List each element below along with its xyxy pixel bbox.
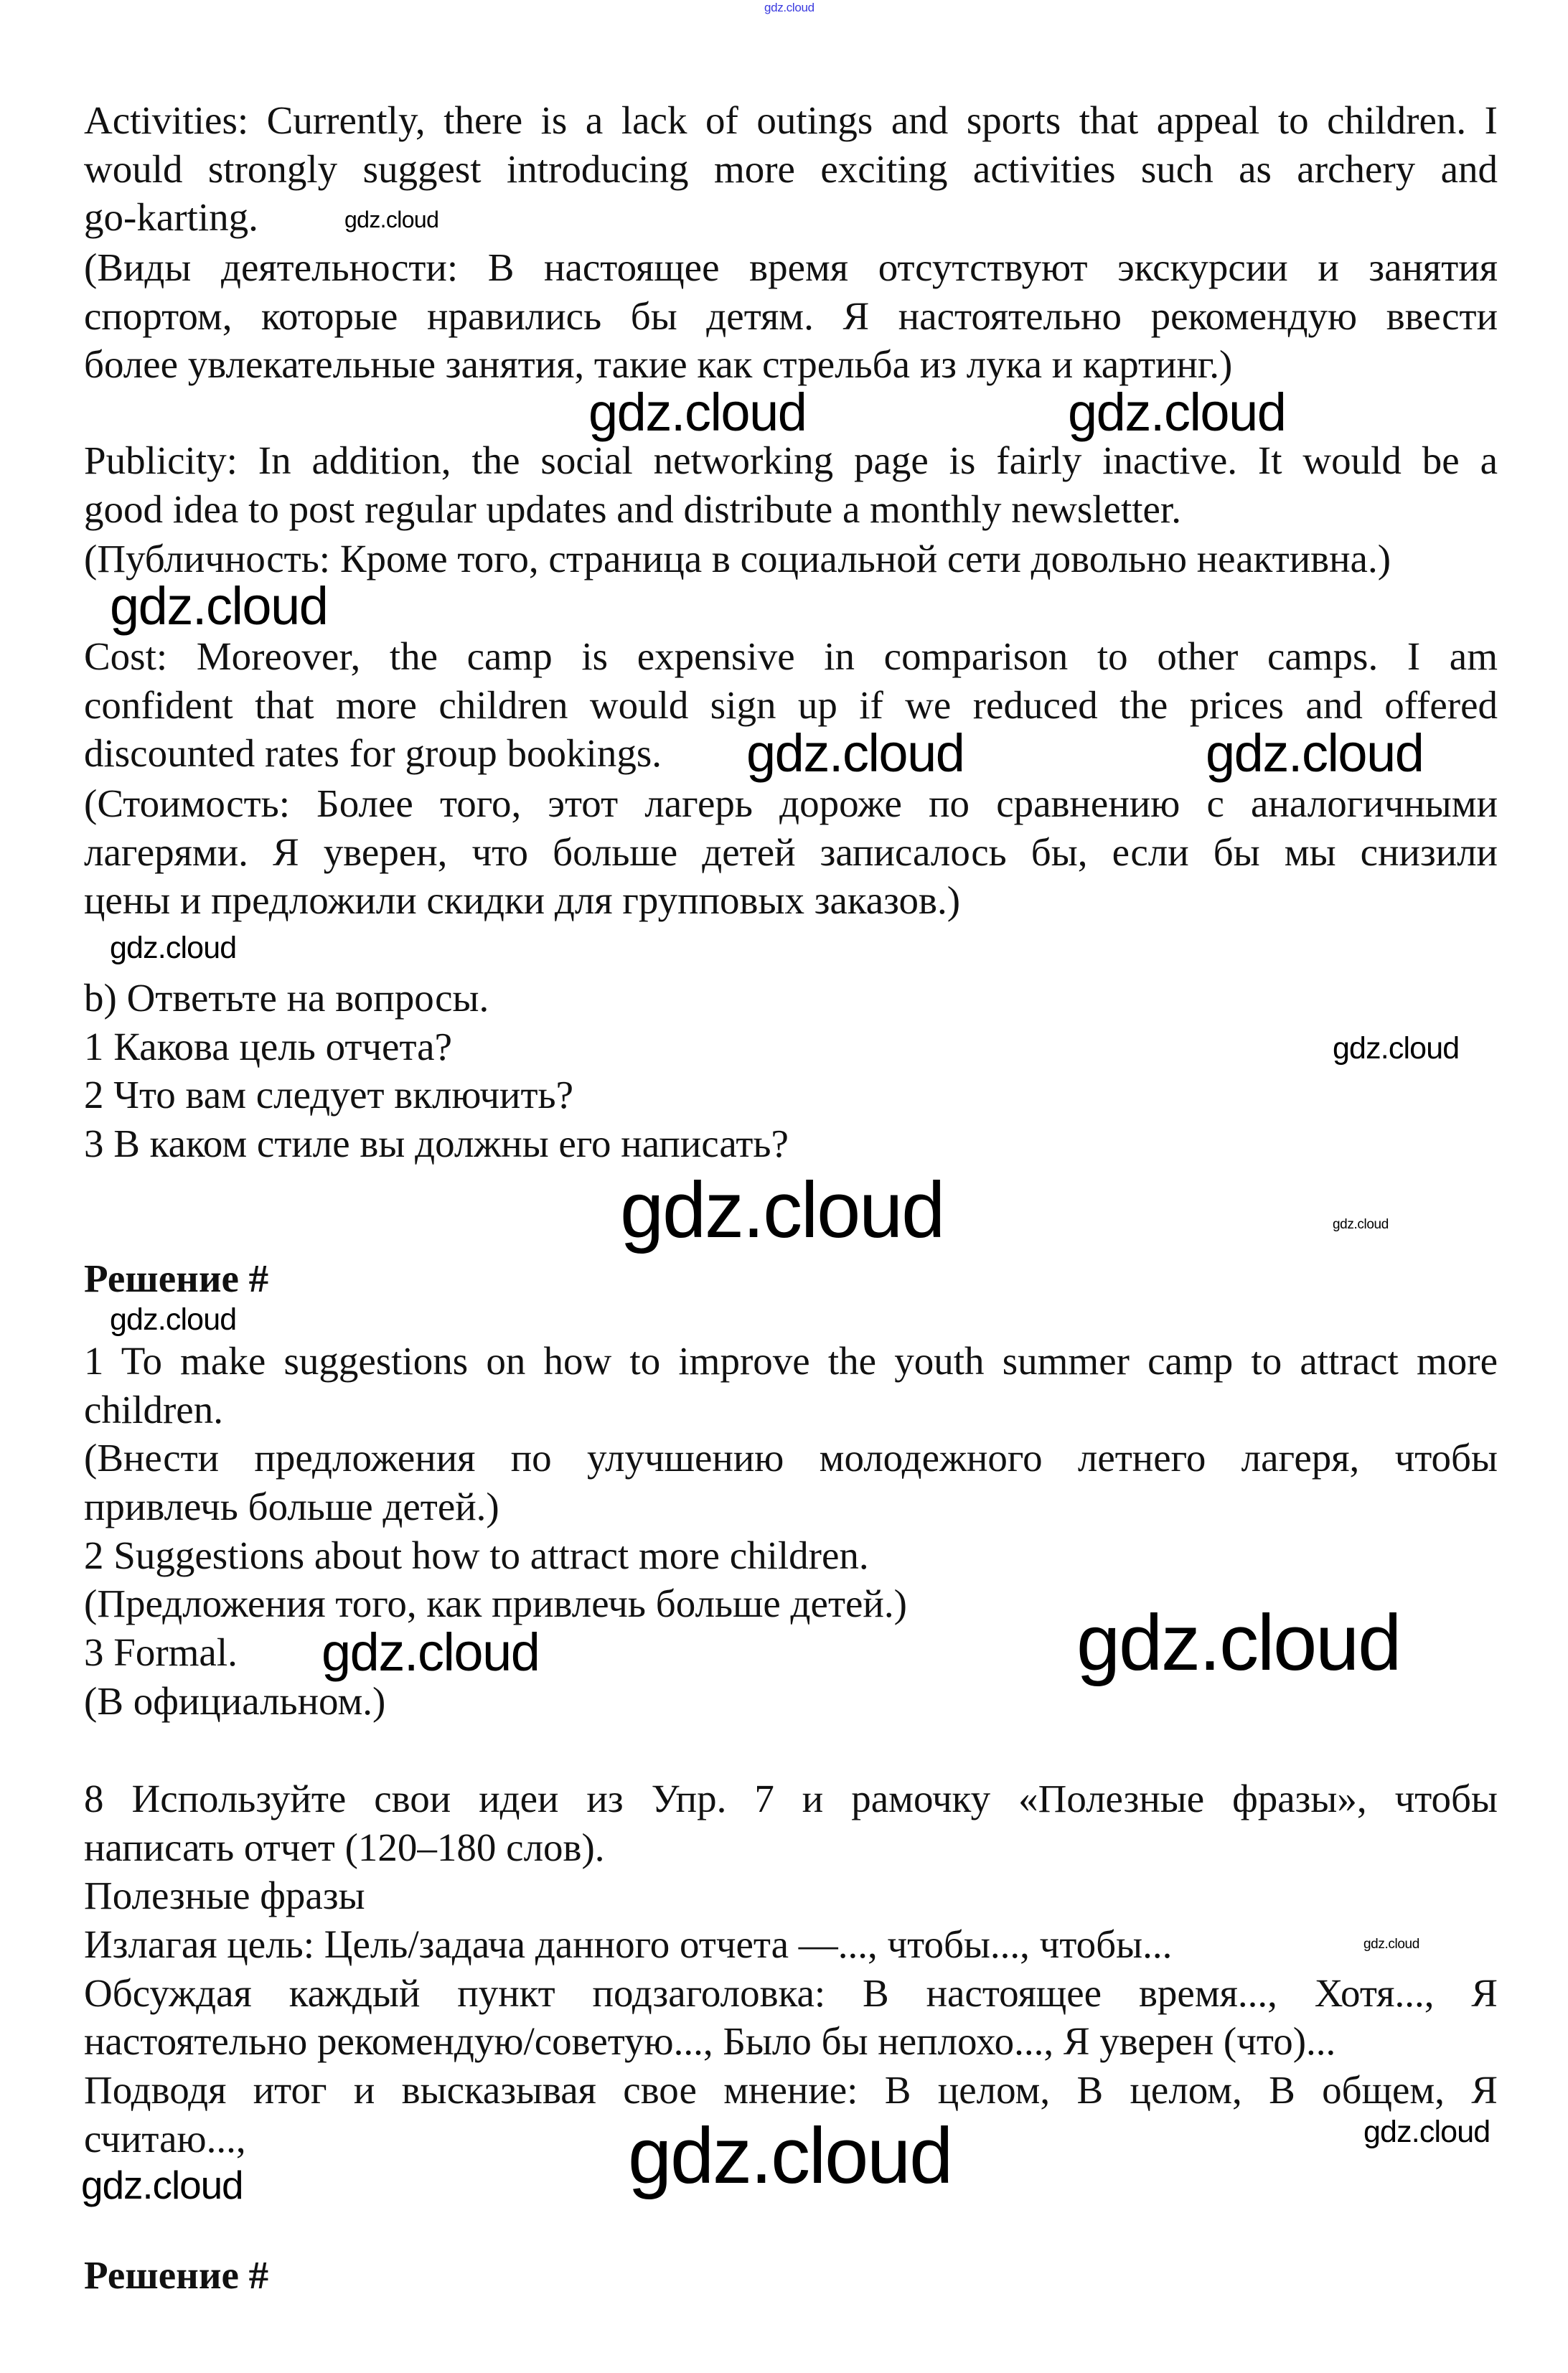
text-line: лагерями. Я уверен, что больше детей записалось бы, если бы мы снизили xyxy=(84,830,1498,874)
watermark: gdz.cloud xyxy=(620,1166,944,1254)
watermark: gdz.cloud xyxy=(1363,1937,1419,1952)
text-line: цены и предложили скидки для групповых заказов.) xyxy=(84,878,961,923)
watermark: gdz.cloud xyxy=(1333,1031,1460,1066)
watermark: gdz.cloud xyxy=(110,1302,237,1337)
watermark: gdz.cloud xyxy=(1068,382,1286,442)
text-line: 8 Используйте свои идеи из Упр. 7 и рамочку «Полезные фразы», чтобы xyxy=(84,1777,1498,1820)
text-line: 2 Suggestions about how to attract more children. xyxy=(84,1533,869,1577)
task-8 xyxy=(84,1775,1498,2163)
watermark: gdz.cloud xyxy=(81,2163,243,2207)
text-line: (Предложения того, как привлечь больше детей.) xyxy=(84,1582,907,1626)
watermark: gdz.cloud xyxy=(110,576,328,636)
watermark: gdz.cloud xyxy=(110,931,237,965)
text-line: (Виды деятельности: В настоящее время отсутствуют экскурсии и занятия xyxy=(84,245,1498,289)
solution-heading xyxy=(84,1254,1498,1303)
watermark: gdz.cloud xyxy=(344,207,439,232)
watermark: gdz.cloud xyxy=(1363,2115,1490,2149)
text-line: написать отчет (120–180 слов). xyxy=(84,1825,605,1869)
text-line: считаю..., xyxy=(84,2116,246,2161)
text-line: 2 Что вам следует включить? xyxy=(84,1073,574,1117)
watermark: gdz.cloud xyxy=(628,2112,952,2200)
text-line: Activities: Currently, there is a lack of outings and sports that appeal to children. I xyxy=(84,98,1498,142)
text-line: Подводя итог и высказывая свое мнение: В целом, В целом, В общем, Я xyxy=(84,2068,1498,2113)
text-line: 1 Какова цель отчета? xyxy=(84,1024,452,1068)
text-line: (Стоимость: Более того, этот лагерь дороже по сравнению с аналогичными xyxy=(84,781,1498,825)
solution-heading xyxy=(84,2251,1498,2300)
text-line: (В официальном.) xyxy=(84,1678,386,1723)
text-line: Полезные фразы xyxy=(84,1874,365,1918)
text-line: 3 В каком стиле вы должны его написать? xyxy=(84,1122,789,1166)
text-line: 3 Formal. xyxy=(84,1630,238,1675)
text-line: спортом, которые нравились бы детям. Я настоятельно рекомендую ввести xyxy=(84,293,1498,338)
activities-translation xyxy=(84,243,1498,389)
text-line: would strongly suggest introducing more exciting activities such as archery and xyxy=(84,146,1498,191)
text-line: go-karting. xyxy=(84,195,258,240)
solution-heading-text: Решение # xyxy=(84,1256,269,1300)
questions xyxy=(84,974,1498,1168)
watermark: gdz.cloud xyxy=(1076,1599,1401,1687)
text-line: (Внести предложения по улучшению молодежного летнего лагеря, чтобы xyxy=(84,1436,1498,1480)
watermark: gdz.cloud xyxy=(1206,723,1424,783)
watermark: gdz.cloud xyxy=(764,1,814,14)
text-line: children. xyxy=(84,1387,223,1432)
activities-paragraph xyxy=(84,96,1498,242)
cost-translation xyxy=(84,779,1498,925)
watermark: gdz.cloud xyxy=(321,1622,540,1682)
text-line: Обсуждая каждый пункт подзаголовка: В настоящее время..., Хотя..., Я xyxy=(84,1970,1498,2015)
text-line: Publicity: In addition, the social networking page is fairly inactive. It would be a xyxy=(84,438,1498,482)
watermark: gdz.cloud xyxy=(1333,1217,1389,1232)
text-line: 1 To make suggestions on how to improve the youth summer camp to attract more xyxy=(84,1339,1498,1383)
text-line: Cost: Moreover, the camp is expensive in comparison to other camps. I am xyxy=(84,634,1498,678)
text-line: Излагая цель: Цель/задача данного отчета —..., чтобы..., чтобы... xyxy=(84,1922,1173,1967)
text-line: discounted rates for group bookings. xyxy=(84,731,662,776)
text-line: confident that more children would sign up if we reduced the prices and offered xyxy=(84,682,1498,727)
text-line: более увлекательные занятия, такие как стрельба из лука и картинг.) xyxy=(84,342,1233,387)
watermark: gdz.cloud xyxy=(588,382,807,442)
text-line: b) Ответьте на вопросы. xyxy=(84,976,489,1020)
watermark: gdz.cloud xyxy=(746,723,964,783)
publicity-paragraph xyxy=(84,436,1498,533)
text-line: (Публичность: Кроме того, страница в социальной сети довольно неактивна.) xyxy=(84,537,1391,581)
solution-heading-text: Решение # xyxy=(84,2253,269,2297)
text-line: good idea to post regular updates and distribute a monthly newsletter. xyxy=(84,487,1181,531)
text-line: привлечь больше детей.) xyxy=(84,1485,499,1529)
text-line: настоятельно рекомендую/советую..., Было бы неплохо..., Я уверен (что)... xyxy=(84,2019,1336,2064)
